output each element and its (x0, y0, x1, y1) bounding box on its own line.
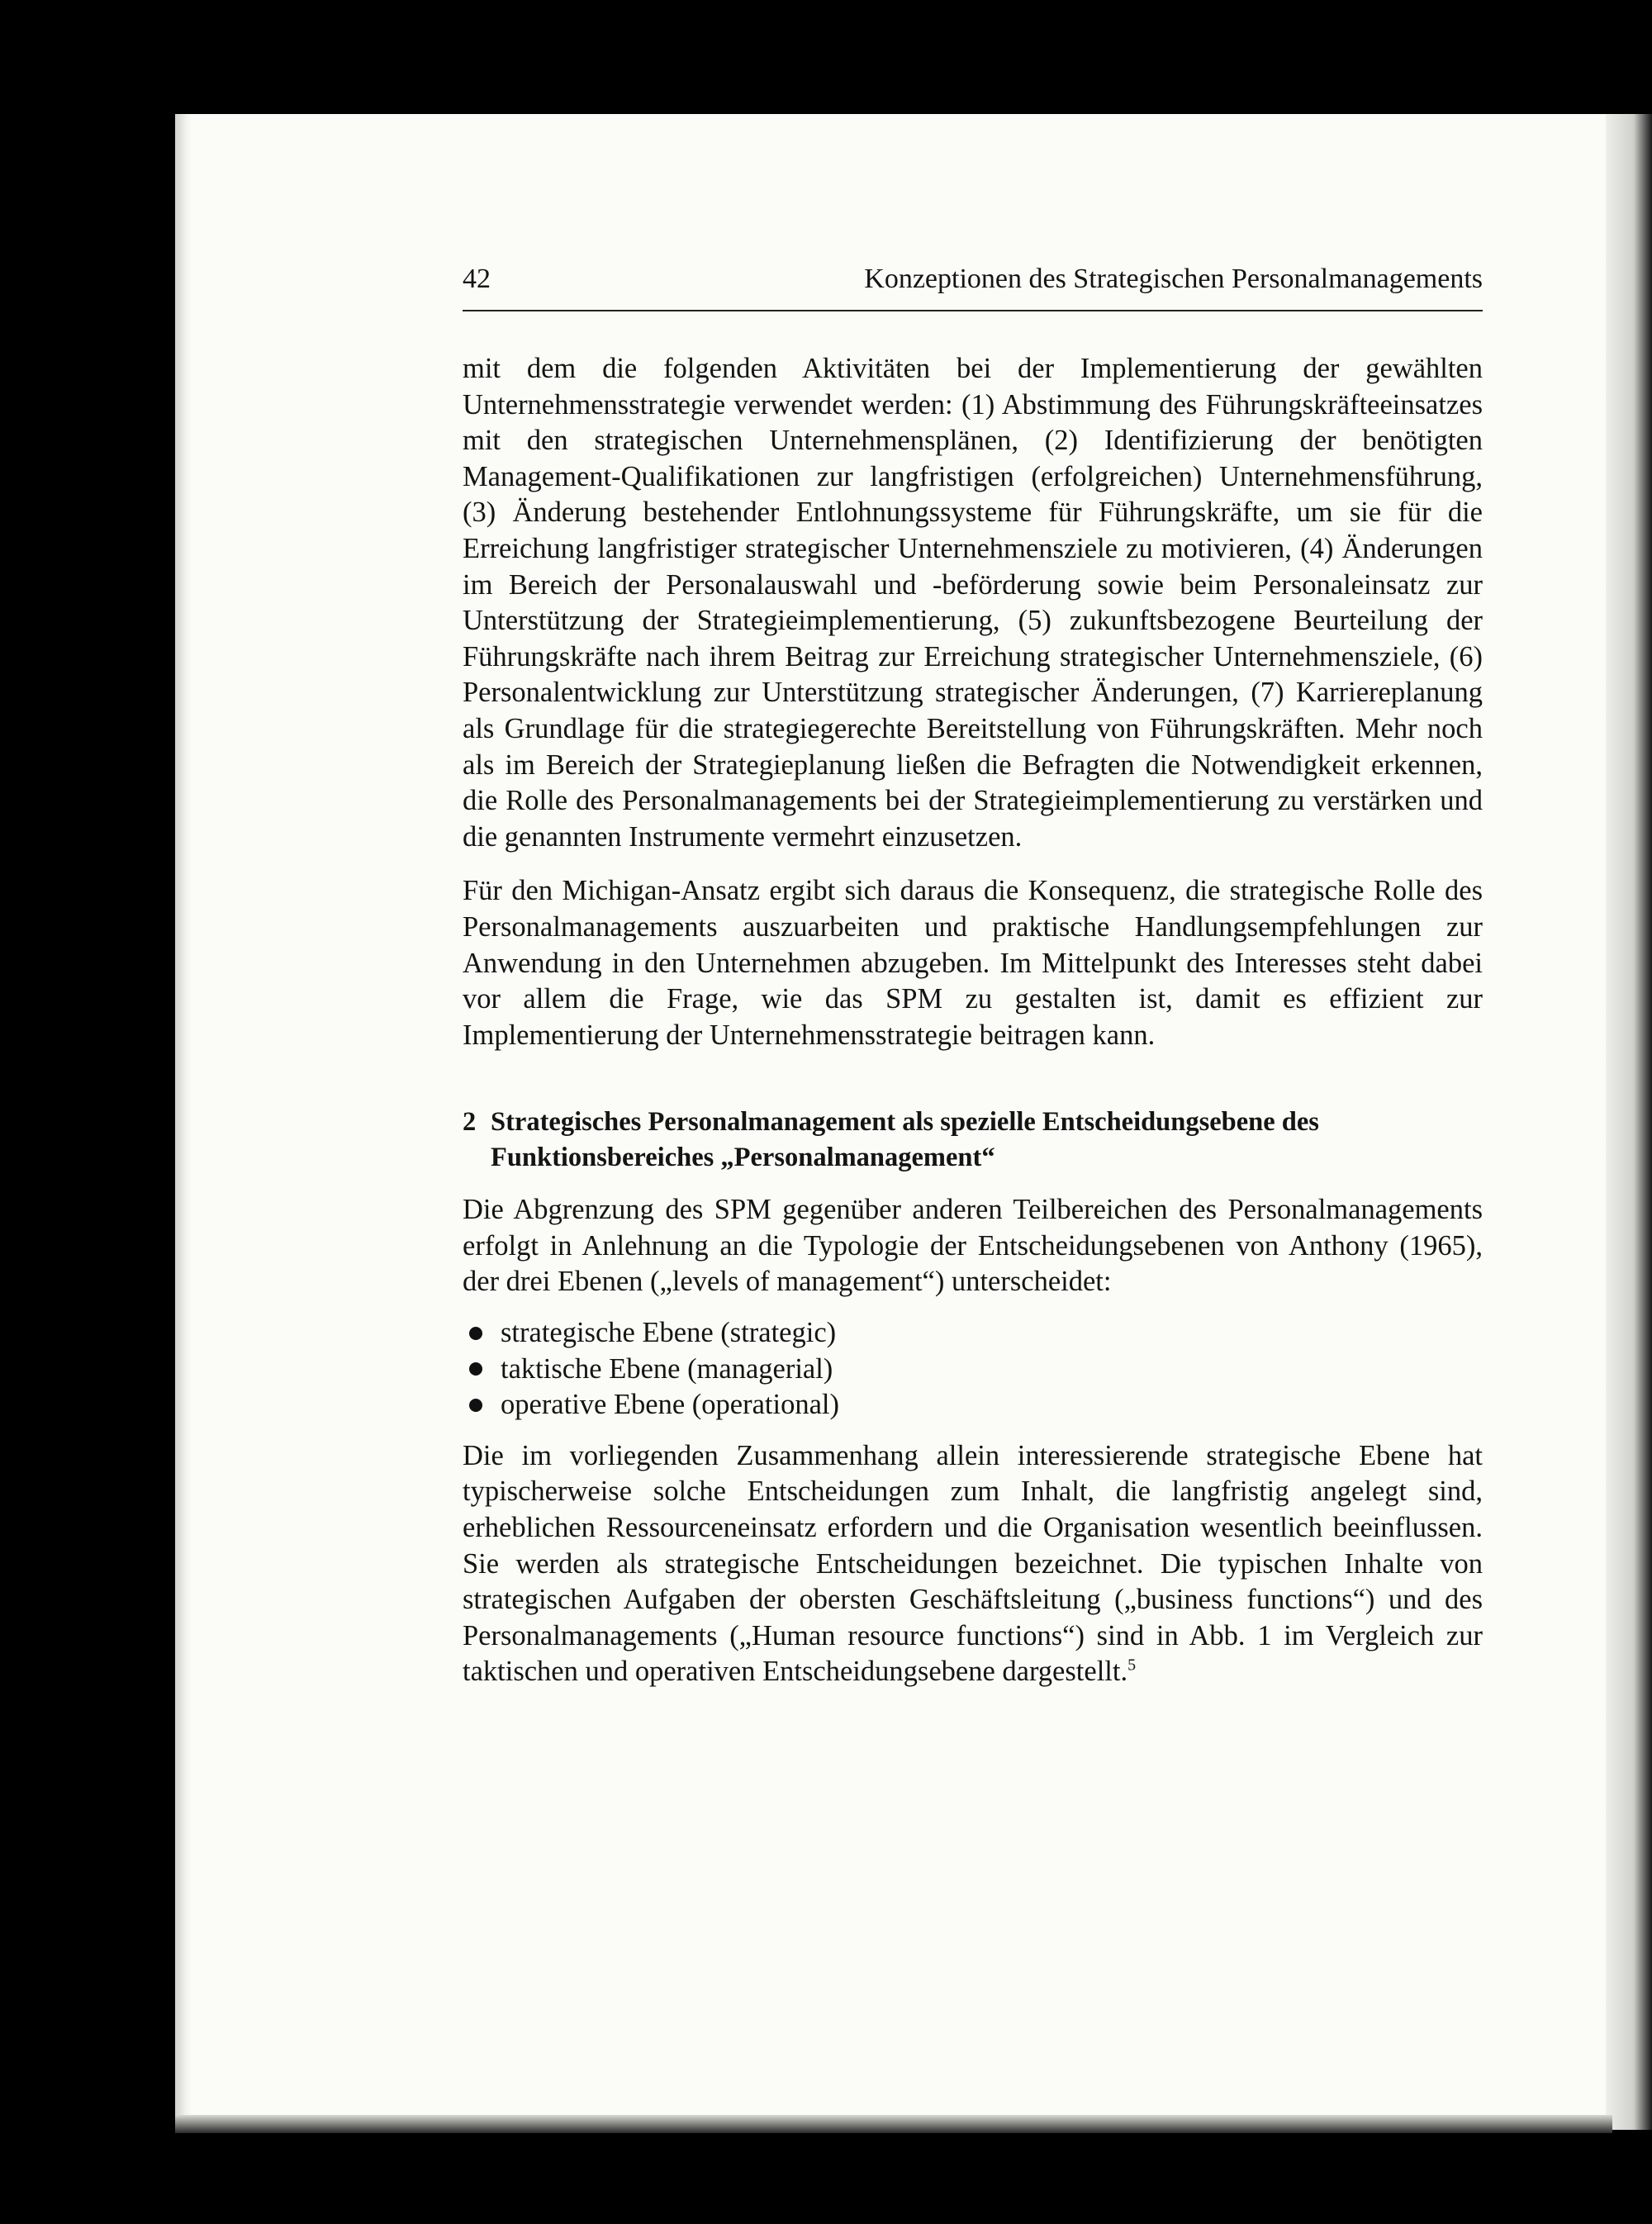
list-item-text: strategische Ebene (strategic) (501, 1317, 837, 1349)
bullet-icon (469, 1327, 482, 1340)
levels-list (463, 1315, 1483, 1423)
section-heading (463, 1105, 1483, 1176)
bullet-icon (469, 1399, 482, 1412)
footnote-marker[interactable]: 5 (1127, 1656, 1137, 1675)
page-edge-bottom (175, 2115, 1612, 2133)
page-content (463, 260, 1483, 1690)
running-title: Konzeptionen des Strategischen Personalmanagements (864, 264, 1483, 294)
closing-text: Die im vorliegenden Zusammenhang allein interessierende strategische Ebene hat typischerweise solche Entscheidungen zum Inhalt, die langfristig angelegt sind, erheblichen Ressourceneinsatz erfordern und die Organisation wesentlich beeinflussen. Sie werden als strategische Entscheidungen bezeichnet. Die typischen Inhalte von strategischen Aufgaben der obersten Geschäftsleitung („business functions“) und des Personalmanagements („Human resource functions“) sind in Abb. 1 im Vergleich zur taktischen und operativen Entscheidungsebene dargestellt. (463, 1439, 1483, 1688)
section-closing-paragraph (463, 1438, 1483, 1690)
page-edge-right (1606, 114, 1652, 2130)
body-paragraph-1: mit dem die folgenden Aktivitäten bei der Implementierung der gewählten Unternehmensstrategie verwendet werden: (1) Abstimmung des Führungskräfteeinsatzes mit den strategischen Unternehmensplänen, (2) Identifizierung der benötigten Management-Qualifikationen zur langfristigen (erfolgreichen) Unternehmensführung, (3) Änderung bestehender Entlohnungssysteme für Führungskräfte, um sie für die Erreichung langfristiger strategischer Unternehmensziele zu motivieren, (4) Änderungen im Bereich der Personalauswahl und -beförderung sowie beim Personaleinsatz zur Unterstützung der Strategieimplementierung, (5) zukunftsbezogene Beurteilung der Führungskräfte nach ihrem Beitrag zur Erreichung strategischer Unternehmensziele, (6) Personalentwicklung zur Unterstützung strategischer Änderungen, (7) Karriereplanung als Grundlage für die strategiegerechte Bereitstellung von Führungskräften. Mehr noch als im Bereich der Strategieplanung ließen die Befragten die Notwendigkeit erkennen, die Rolle des Personalmanagements bei der Strategieimplementierung zu verstärken und die genannten Instrumente vermehrt einzusetzen. (463, 353, 1483, 853)
list-item-text: operative Ebene (operational) (501, 1389, 839, 1421)
body-paragraph-2: Für den Michigan-Ansatz ergibt sich daraus die Konsequenz, die strategische Rolle des Personalmanagements auszuarbeiten und praktische Handlungsempfehlungen zur Anwendung in den Unternehmen abzugeben. Im Mittelpunkt des Interesses steht dabei vor allem die Frage, wie das SPM zu gestalten ist, damit es effizient zur Implementierung der Unternehmensstrategie beitragen kann. (463, 875, 1483, 1051)
section-title: Strategisches Personalmanagement als spezielle Entscheidungsebene des Funktionsbereiches „Personalmanagement“ (491, 1107, 1319, 1173)
list-item (463, 1352, 1483, 1388)
running-header (463, 260, 1483, 311)
list-item (463, 1315, 1483, 1352)
section-intro: Die Abgrenzung des SPM gegenüber anderen Teilbereichen des Personalmanagements erfolgt in Anlehnung an die Typologie der Entscheidungsebenen von Anthony (1965), der drei Ebenen („levels of management“) unterscheidet: (463, 1194, 1483, 1298)
list-item (463, 1387, 1483, 1423)
bullet-icon (469, 1362, 482, 1376)
page-number: 42 (463, 264, 491, 294)
list-item-text: taktische Ebene (managerial) (501, 1352, 833, 1385)
section-number: 2 (463, 1107, 477, 1138)
